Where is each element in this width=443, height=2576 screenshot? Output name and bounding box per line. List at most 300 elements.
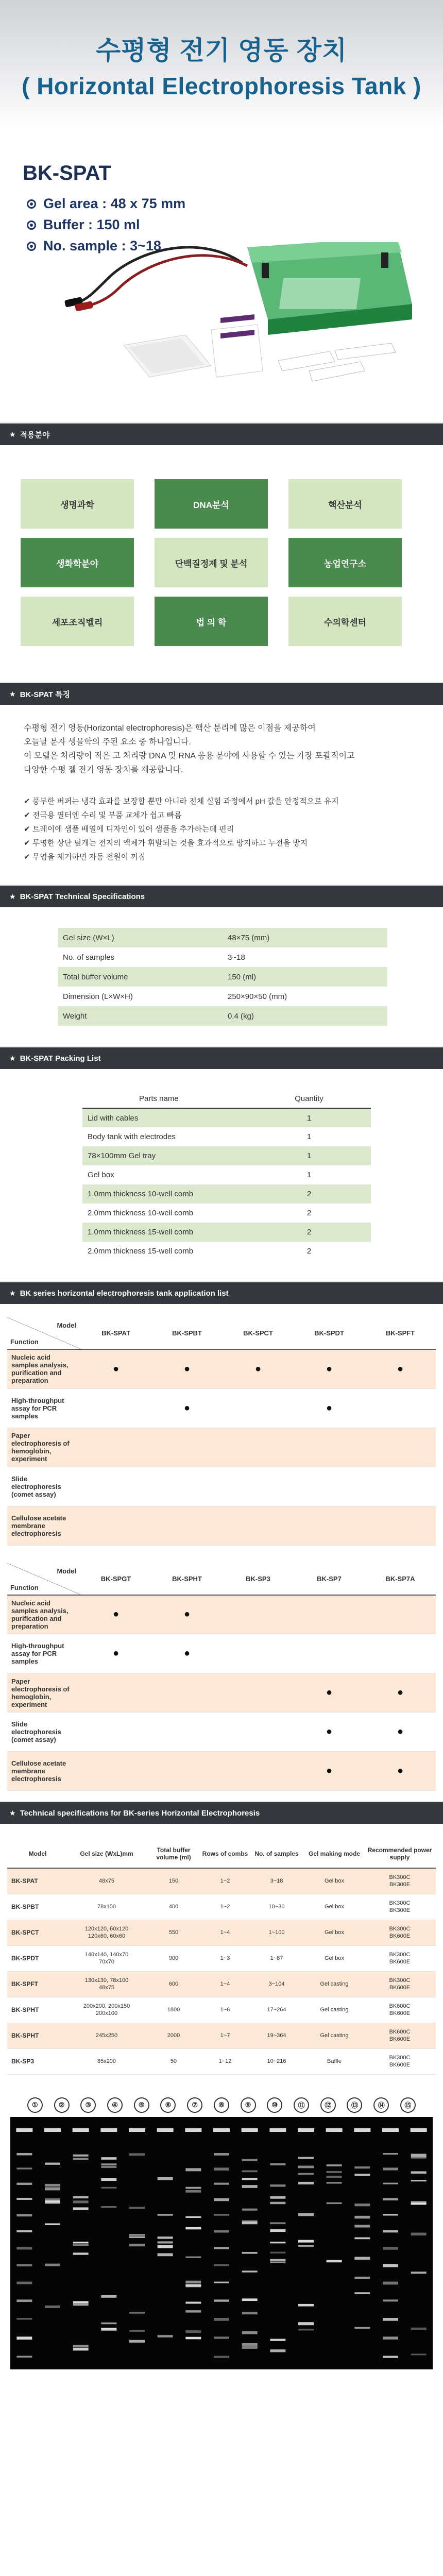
table-cell: BK600C BK600E	[364, 2023, 436, 2048]
table-cell: BK-SPHT	[7, 1997, 68, 2023]
lane-number-badge: ⑥	[160, 2097, 176, 2113]
gel-well	[73, 2128, 89, 2132]
lane-number-badge: ⑤	[134, 2097, 149, 2113]
corner-model: Model	[57, 1321, 76, 1329]
table-row	[82, 1223, 371, 1242]
lane-number-badge: ③	[80, 2097, 96, 2113]
gel-lane-numbers	[10, 2097, 433, 2113]
gel-band	[214, 2264, 229, 2266]
gel-band	[214, 2182, 229, 2184]
gel-well	[382, 2128, 399, 2132]
table-row	[7, 1920, 436, 1945]
gel-band	[242, 2185, 258, 2188]
support-mark	[365, 1506, 436, 1545]
gel-band	[383, 2167, 398, 2170]
table-cell: BK-SPDT	[7, 1945, 68, 1971]
page-title: 수평형 전기 영동 장치	[95, 36, 348, 65]
feature-item: ✔ 풍부한 버퍼는 냉각 효과를 보장할 뿐만 아니라 전체 실험 과정에서 pH 값을 안정적으로 유지	[24, 797, 339, 806]
table-cell: 1~4	[202, 1971, 248, 1997]
table-header-row	[82, 1090, 371, 1108]
tech-series-section	[0, 1824, 443, 2085]
gel-band	[354, 2215, 370, 2218]
section-bar-tech-series	[0, 1801, 443, 1824]
function-name: High-throughput assay for PCR samples	[7, 1634, 80, 1673]
support-mark	[223, 1428, 294, 1467]
gel-band	[383, 2230, 398, 2232]
gel-band	[101, 2178, 116, 2180]
gel-band	[298, 2181, 314, 2184]
part-qty: 1	[306, 1132, 312, 1141]
support-mark: ●	[294, 1713, 365, 1752]
support-mark	[294, 1634, 365, 1673]
gel-band	[270, 2184, 285, 2187]
lane-number-badge: ⑬	[347, 2097, 362, 2113]
support-mark: ●	[365, 1349, 436, 1388]
table-cell: BK300C BK300E	[364, 1868, 436, 1894]
hero-spec-text: Gel area : 48 x 75 mm	[43, 196, 186, 211]
table-cell: 140x140, 140x70 70x70	[68, 1945, 145, 1971]
table-cell: 85x200	[68, 2048, 145, 2074]
application-cell: 단백질정제 및 분석	[155, 538, 268, 587]
part-name: Gel box	[88, 1171, 114, 1179]
part-qty: 2	[306, 1247, 312, 1256]
support-mark: ●	[151, 1388, 223, 1428]
gel-band	[298, 2240, 314, 2242]
gel-band	[383, 2214, 398, 2215]
gel-band	[270, 2338, 285, 2341]
column-header: Model	[7, 1839, 68, 1868]
support-mark	[151, 1428, 223, 1467]
support-mark: ●	[151, 1349, 223, 1388]
model-header: BK-SPAT	[80, 1317, 151, 1349]
gel-band	[45, 2162, 60, 2164]
table-row	[7, 1506, 436, 1545]
gel-band	[214, 2214, 229, 2215]
hero-section	[0, 0, 443, 422]
gel-band	[101, 2328, 116, 2330]
lane-number-badge: ①	[27, 2097, 43, 2113]
gel-band	[214, 2167, 229, 2170]
table-header-row	[7, 1317, 436, 1349]
table-row	[7, 1595, 436, 1634]
part-name: 78×100mm Gel tray	[82, 1146, 247, 1165]
table-row	[7, 1673, 436, 1713]
model-header: BK-SPBT	[151, 1317, 223, 1349]
gel-band	[45, 2187, 60, 2190]
support-mark	[80, 1467, 151, 1506]
table-row	[82, 1127, 371, 1146]
table-cell: 120x120, 60x120 120x60, 60x60	[68, 1920, 145, 1945]
part-name: 2.0mm thickness 15-well comb	[88, 1247, 194, 1256]
gel-band	[383, 2299, 398, 2301]
table-row	[7, 1467, 436, 1506]
table-row	[82, 1146, 371, 1165]
gel-well	[326, 2128, 343, 2132]
gel-well	[354, 2128, 370, 2132]
lane-number-badge: ⑨	[241, 2097, 256, 2113]
function-name: Nucleic acid samples analysis, purification and preparation	[7, 1595, 80, 1634]
table-cell: Gel casting	[305, 1997, 364, 2023]
support-mark	[151, 1752, 223, 1791]
gel-band	[101, 2206, 116, 2208]
table-cell: 1~4	[202, 1920, 248, 1945]
table-cell: 200x200, 200x150 200x100	[68, 1997, 145, 2023]
gel-band	[16, 2281, 32, 2284]
table-row	[7, 1752, 436, 1791]
part-qty: 2	[306, 1209, 312, 1217]
corner-function: Function	[10, 1338, 39, 1346]
gel-band	[354, 2237, 370, 2239]
gel-band	[242, 2251, 258, 2253]
section-bar-applications	[0, 422, 443, 445]
gel-band	[73, 2242, 89, 2243]
gel-band	[158, 2236, 173, 2239]
table-cell: 1~2	[202, 1868, 248, 1894]
gel-band	[411, 2171, 427, 2174]
gel-band	[214, 2299, 229, 2301]
table-row	[7, 1388, 436, 1428]
gel-band	[354, 2166, 370, 2168]
table-row	[7, 1971, 436, 1997]
gel-band	[383, 2355, 398, 2358]
features-intro-line: 오늘날 분자 생물학의 주된 요소 중 하나입니다.	[24, 738, 191, 747]
gel-well	[298, 2128, 314, 2132]
gel-band	[16, 2336, 32, 2340]
gel-band	[158, 2177, 173, 2180]
table-cell: 1~12	[202, 2048, 248, 2074]
table-cell: 400	[145, 1894, 202, 1920]
gel-band	[411, 2272, 427, 2274]
spec-value: 250×90×50 (mm)	[228, 992, 287, 1001]
gel-band	[185, 2330, 201, 2333]
table-cell: BK600C BK600E	[364, 1997, 436, 2023]
gel-well	[44, 2128, 61, 2132]
column-header: Rows of combs	[202, 1839, 248, 1868]
table-cell: 130x130, 78x100 48x75	[68, 1971, 145, 1997]
spec-label: Gel size (W×L)	[58, 928, 223, 947]
section-title: Technical specifications for BK-series Horizontal Electrophoresis	[20, 1808, 260, 1818]
corner-header	[7, 1563, 80, 1595]
gel-band	[16, 2198, 32, 2199]
packing-table	[82, 1090, 371, 1261]
bullet-icon	[27, 199, 36, 209]
gel-well	[185, 2128, 201, 2132]
part-name: 1.0mm thickness 15-well comb	[82, 1223, 247, 1242]
gel-band	[411, 2180, 427, 2181]
gel-band	[73, 2154, 89, 2156]
support-mark	[223, 1752, 294, 1791]
gel-band	[16, 2355, 32, 2357]
gel-band	[73, 2345, 89, 2347]
gel-well	[269, 2128, 286, 2132]
gel-band	[45, 2183, 60, 2186]
star-icon: ★	[9, 689, 16, 698]
part-name: 1.0mm thickness 10-well comb	[82, 1184, 247, 1204]
table-cell: 17~264	[248, 1997, 305, 2023]
gel-band	[185, 2256, 201, 2258]
gel-band	[158, 2245, 173, 2248]
feature-item: ✔ 투명한 상단 덮개는 전지의 액체가 휘발되는 것을 효과적으로 방지하고 누전을 방지	[24, 839, 308, 848]
gel-band	[45, 2305, 60, 2308]
gel-band	[383, 2247, 398, 2249]
section-title: BK series horizontal electrophoresis tank application list	[20, 1289, 229, 1298]
gel-band	[242, 2343, 258, 2345]
table-cell: BK300C BK300E	[364, 1894, 436, 1920]
part-name: Body tank with electrodes	[88, 1132, 176, 1141]
gel-band	[129, 2234, 145, 2235]
column-header: Recommended power supply	[364, 1839, 436, 1868]
application-cell: 핵산분석	[288, 479, 402, 529]
function-name: Paper electrophoresis of hemoglobin, experiment	[7, 1673, 80, 1713]
support-mark: ●	[365, 1713, 436, 1752]
table-row	[58, 987, 387, 1006]
table-row	[7, 1713, 436, 1752]
gel-well	[16, 2128, 32, 2132]
spec-label: No. of samples	[63, 953, 115, 962]
feature-item: ✔ 트레이에 샘플 배열에 디자인이 있어 샘플을 추가하는데 편리	[24, 825, 234, 834]
support-mark	[223, 1713, 294, 1752]
gel-band	[101, 2322, 116, 2324]
gel-band	[129, 2312, 145, 2313]
table-row	[7, 1868, 436, 1894]
lane-number-badge: ⑫	[320, 2097, 336, 2113]
section-bar-features	[0, 682, 443, 705]
gel-band	[129, 2330, 145, 2331]
part-qty: 1	[247, 1108, 371, 1127]
table-cell: 150	[145, 1868, 202, 1894]
table-cell: Gel casting	[305, 1971, 364, 1997]
gel-band	[214, 2336, 229, 2338]
gel-band	[327, 2202, 342, 2204]
section-bar-tech-specs	[0, 885, 443, 907]
star-icon: ★	[9, 1289, 16, 1297]
gel-well	[411, 2128, 427, 2132]
gel-band	[129, 2340, 145, 2342]
table-cell: BK-SP3	[7, 2048, 68, 2074]
gel-band	[73, 2200, 89, 2203]
gel-band	[327, 2164, 342, 2166]
gel-band	[298, 2328, 314, 2330]
gel-well	[213, 2128, 230, 2132]
star-icon: ★	[9, 1054, 16, 1062]
support-mark: ●	[294, 1388, 365, 1428]
gel-band	[242, 2159, 258, 2161]
model-header: BK-SP7A	[365, 1563, 436, 1595]
hero-spec-text: No. sample : 3~18	[43, 238, 161, 253]
function-name: Slide electrophoresis (comet assay)	[7, 1467, 80, 1506]
lane-number-badge: ⑧	[214, 2097, 229, 2113]
application-matrix-table-2	[7, 1563, 436, 1791]
gel-band	[242, 2331, 258, 2334]
gel-band	[214, 2281, 229, 2283]
support-mark	[80, 1673, 151, 1713]
application-cell: 생화학분야	[21, 538, 134, 587]
support-mark	[365, 1467, 436, 1506]
packing-section	[0, 1069, 443, 1281]
table-row	[82, 1204, 371, 1223]
section-title: BK-SPAT 특징	[20, 690, 71, 699]
support-mark	[223, 1595, 294, 1634]
gel-band	[242, 2208, 258, 2210]
support-mark: ●	[151, 1634, 223, 1673]
support-mark	[80, 1506, 151, 1545]
table-row	[7, 1894, 436, 1920]
gel-band	[45, 2200, 60, 2203]
corner-function: Function	[10, 1583, 39, 1591]
tech-specs-table	[58, 928, 387, 1026]
part-name: 2.0mm thickness 10-well comb	[88, 1209, 194, 1217]
support-mark	[151, 1467, 223, 1506]
gel-band	[383, 2318, 398, 2321]
support-mark	[365, 1595, 436, 1634]
support-mark	[294, 1595, 365, 1634]
gel-band	[298, 2157, 314, 2159]
table-cell: 10~30	[248, 1894, 305, 1920]
gel-band	[270, 2196, 285, 2199]
gel-band	[73, 2207, 89, 2210]
gel-well	[100, 2128, 117, 2132]
gel-band	[270, 2201, 285, 2204]
gel-band	[270, 2261, 285, 2263]
gel-band	[101, 2165, 116, 2167]
support-mark: ●	[294, 1673, 365, 1713]
gel-band	[214, 2230, 229, 2232]
gel-band	[45, 2198, 60, 2200]
gel-band	[354, 2327, 370, 2328]
gel-band	[411, 2154, 427, 2157]
table-row	[58, 928, 387, 947]
gel-band	[185, 2227, 201, 2229]
table-cell: 1800	[145, 1997, 202, 2023]
table-cell: 10~216	[248, 2048, 305, 2074]
table-row	[7, 1349, 436, 1388]
gel-band	[354, 2257, 370, 2260]
support-mark	[365, 1634, 436, 1673]
column-header: Total buffer volume (ml)	[145, 1839, 202, 1868]
part-qty: 1	[247, 1146, 371, 1165]
gel-band	[101, 2157, 116, 2160]
support-mark: ●	[80, 1349, 151, 1388]
function-name: Cellulose acetate membrane electrophoresis	[7, 1752, 80, 1791]
gel-band	[354, 2276, 370, 2278]
gel-band	[327, 2260, 342, 2262]
gel-band	[411, 2201, 427, 2204]
table-cell: BK300C BK600E	[364, 1945, 436, 1971]
gel-band	[354, 2174, 370, 2176]
star-icon: ★	[9, 1808, 16, 1817]
gel-band	[16, 2182, 32, 2184]
gel-band	[411, 2327, 427, 2330]
gel-band	[185, 2301, 201, 2303]
gel-band	[411, 2353, 427, 2355]
spec-value: 150 (ml)	[223, 967, 387, 987]
corner-model: Model	[57, 1567, 76, 1575]
gel-band	[185, 2216, 201, 2217]
gel-band	[298, 2165, 314, 2168]
table-row	[7, 2023, 436, 2048]
gel-band	[411, 2157, 427, 2159]
table-row	[58, 947, 387, 967]
lane-number-badge: ⑭	[373, 2097, 389, 2113]
column-header: Gel size (WxL)mm	[68, 1839, 145, 1868]
table-cell: 48x75	[68, 1868, 145, 1894]
spec-value: 48×75 (mm)	[223, 928, 387, 947]
function-name: Slide electrophoresis (comet assay)	[7, 1713, 80, 1752]
gel-band	[270, 2229, 285, 2232]
gel-well	[157, 2128, 174, 2132]
gel-band	[242, 2298, 258, 2301]
table-cell: 78x100	[68, 1894, 145, 1920]
support-mark	[294, 1428, 365, 1467]
gel-band	[242, 2178, 258, 2180]
support-mark	[365, 1428, 436, 1467]
product-image	[0, 242, 443, 417]
section-bar-matrix	[0, 1281, 443, 1304]
section-title: BK-SPAT Packing List	[20, 1054, 101, 1063]
table-cell: Gel casting	[305, 2023, 364, 2048]
table-cell: 1~6	[202, 1997, 248, 2023]
table-cell: 2000	[145, 2023, 202, 2048]
support-mark: ●	[294, 1752, 365, 1791]
application-cell: 법 의 학	[155, 597, 268, 646]
gel-band	[383, 2198, 398, 2200]
support-mark: ●	[80, 1595, 151, 1634]
gel-band	[270, 2163, 285, 2165]
table-cell: 1~3	[202, 1945, 248, 1971]
gel-band	[298, 2213, 314, 2216]
gel-band	[270, 2349, 285, 2352]
model-header: BK-SPFT	[365, 1317, 436, 1349]
table-row	[82, 1184, 371, 1204]
lane-number-badge: ⑮	[400, 2097, 416, 2113]
gel-band	[327, 2171, 342, 2173]
gel-band	[185, 2280, 201, 2283]
gel-band	[73, 2347, 89, 2350]
gel-band	[185, 2285, 201, 2286]
gel-band	[354, 2204, 370, 2206]
support-mark	[151, 1506, 223, 1545]
lane-number-badge: ⑪	[294, 2097, 309, 2113]
support-mark	[223, 1388, 294, 1428]
model-header: BK-SPDT	[294, 1317, 365, 1349]
gel-band	[298, 2322, 314, 2325]
hero-spec-text: Buffer : 150 ml	[43, 217, 140, 232]
table-row	[58, 967, 387, 987]
table-cell: 550	[145, 1920, 202, 1945]
gel-band	[214, 2318, 229, 2321]
support-mark: ●	[365, 1752, 436, 1791]
support-mark	[80, 1428, 151, 1467]
table-cell: BK-SPHT	[7, 2023, 68, 2048]
gel-band	[158, 2241, 173, 2243]
gel-band	[354, 2292, 370, 2294]
spec-label: Dimension (L×W×H)	[63, 992, 133, 1001]
gel-band	[185, 2336, 201, 2339]
application-cell: 세포조직벨리	[21, 597, 134, 646]
table-header-row	[7, 1839, 436, 1868]
tech-specs-section	[0, 907, 443, 1046]
gel-band	[383, 2336, 398, 2340]
table-cell: 1~7	[202, 2023, 248, 2048]
support-mark: ●	[151, 1595, 223, 1634]
table-row	[7, 2048, 436, 2074]
gel-band	[411, 2232, 427, 2235]
table-cell: Gel box	[305, 1894, 364, 1920]
table-cell: BK300C BK600E	[364, 2048, 436, 2074]
gel-band	[214, 2355, 229, 2358]
table-row	[82, 1108, 371, 1127]
column-header: Gel making mode	[305, 1839, 364, 1868]
